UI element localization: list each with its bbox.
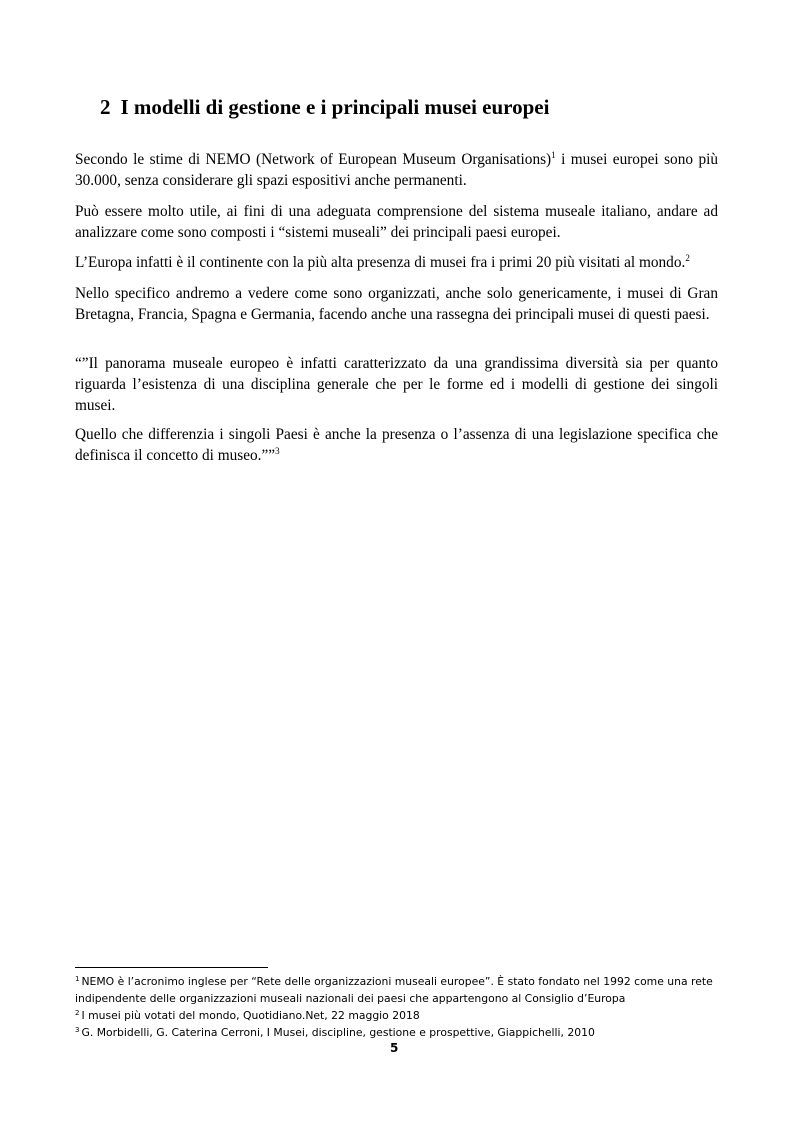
paragraph-text: Secondo le stime di NEMO (Network of European Museum Organisations) xyxy=(75,151,552,168)
footnote-number: 2 xyxy=(75,1009,80,1017)
paragraph-quote-1: “”Il panorama museale europeo è infatti caratterizzato da una grandissima diversità sia per quanto riguarda l’esistenza di una disciplina generale che per le forme ed i modelli di gestione dei singoli musei. xyxy=(75,355,718,414)
footnote-text: G. Morbidelli, G. Caterina Cerroni, I Musei, discipline, gestione e prospettive, Giappichelli, 2010 xyxy=(81,1026,595,1039)
footnote-1 xyxy=(75,973,725,990)
footnote-text: NEMO è l’acronimo inglese per “Rete delle organizzazioni museali europee”. È stato fondato nel 1992 come una rete xyxy=(81,975,713,988)
page-number: 5 xyxy=(390,1041,399,1055)
section-number: 2 xyxy=(100,95,111,119)
footnote-number: 3 xyxy=(75,1026,80,1034)
footnote-ref-1[interactable]: 1 xyxy=(551,150,556,160)
section-heading xyxy=(100,95,549,120)
footnote-ref-3[interactable]: 3 xyxy=(275,446,280,456)
footnote-text: I musei più votati del mondo, Quotidiano.Net, 22 maggio 2018 xyxy=(81,1009,420,1022)
footnote-separator xyxy=(75,967,268,968)
paragraph-text: L’Europa infatti è il continente con la più alta presenza di musei fra i primi 20 più visitati al mondo. xyxy=(75,254,686,271)
footnotes xyxy=(75,973,725,1041)
paragraph-countries: Nello specifico andremo a vedere come sono organizzati, anche solo genericamente, i musei di Gran Bretagna, Francia, Spagna e Germania, facendo anche una rassegna dei principali musei di questi paesi. xyxy=(75,285,718,323)
footnote-text: indipendente delle organizzazioni museali nazionali dei paesi che appartengono al Consiglio d’Europa xyxy=(75,992,626,1005)
footnote-number: 1 xyxy=(75,975,80,983)
paragraph-nemo xyxy=(75,149,718,191)
footnote-2 xyxy=(75,1007,725,1024)
paragraph-quote-2 xyxy=(75,424,718,466)
paragraph-text: i musei europei sono più 30.000, senza considerare gli spazi espositivi anche permanenti. xyxy=(75,151,718,189)
footnote-3 xyxy=(75,1024,725,1041)
paragraph-text: Quello che differenzia i singoli Paesi è anche la presenza o l’assenza di una legislazione specifica che definisca il concetto di museo.”” xyxy=(75,426,718,464)
footnote-1-continued xyxy=(75,990,725,1007)
footnote-ref-2[interactable]: 2 xyxy=(685,253,690,263)
paragraph-utility: Può essere molto utile, ai fini di una adeguata comprensione del sistema museale italiano, andare ad analizzare come sono composti i “sistemi museali” dei principali paesi europei. xyxy=(75,203,718,241)
paragraph-europe xyxy=(75,252,718,273)
section-title: I modelli di gestione e i principali musei europei xyxy=(120,95,550,119)
